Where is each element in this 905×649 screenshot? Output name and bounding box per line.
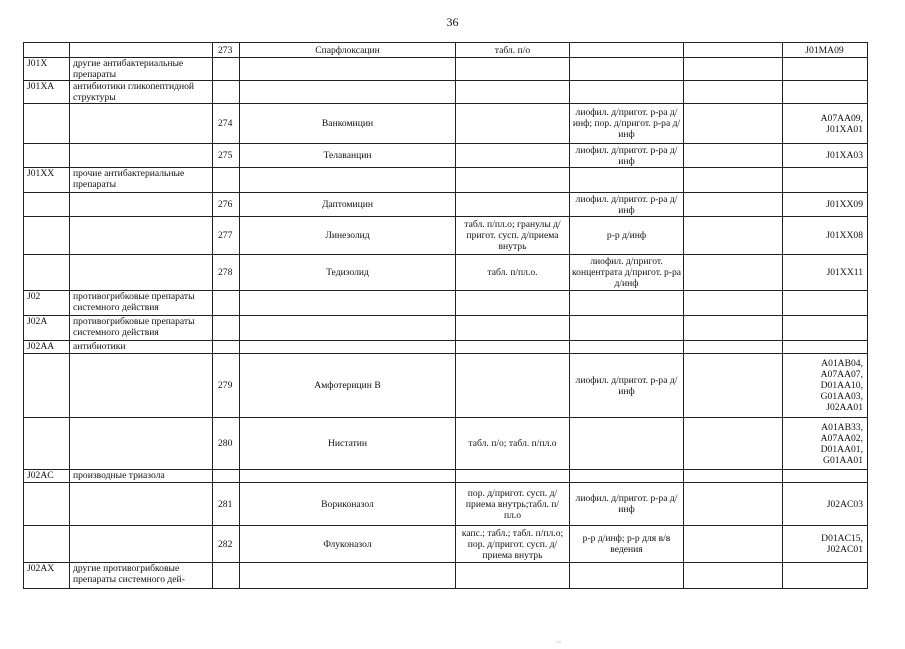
item-number: 277 [213,217,240,255]
dosage-form-injection [570,58,684,81]
item-number: 276 [213,193,240,217]
item-number [213,563,240,589]
atc-group-code: J01X [24,58,70,81]
dosage-form-oral [456,563,570,589]
group-description: противогрибковые препараты системного действия [70,316,213,341]
empty-cell [684,43,783,58]
item-number: 280 [213,418,240,470]
dosage-form-oral [456,316,570,341]
atc-group-code: J01XA [24,81,70,104]
table-row [24,418,868,470]
group-description [70,526,213,563]
table-row [24,217,868,255]
dosage-form-injection [570,418,684,470]
atc-code: J02AC01 [826,544,863,555]
empty-cell [684,217,783,255]
empty-cell [684,81,783,104]
scan-mark [556,631,566,635]
atc-codes [783,470,868,483]
atc-codes [783,104,868,144]
empty-cell [684,470,783,483]
table-row [24,193,868,217]
item-number [213,470,240,483]
dosage-form-oral [456,354,570,418]
atc-code: J01XA01 [826,123,863,135]
dosage-form-injection [570,168,684,193]
item-number: 282 [213,526,240,563]
item-number: 279 [213,354,240,418]
group-description [70,483,213,526]
drug-name: Спарфлоксацин [240,43,456,58]
atc-group-code: J02AC [24,470,70,483]
group-description [70,255,213,291]
group-description: противогрибковые препараты системного действия [70,291,213,316]
table-row [24,144,868,168]
drug-name: Флуконазол [240,526,456,563]
drug-name: Нистатин [240,418,456,470]
atc-group-code [24,354,70,418]
item-number: 273 [213,43,240,58]
drug-name: Амфотерицин В [240,354,456,418]
atc-code: J02AA01 [826,402,863,413]
empty-cell [684,341,783,354]
group-description: производные триазола [70,470,213,483]
empty-cell [684,168,783,193]
atc-codes [783,168,868,193]
dosage-form-injection: лиофил. д/пригот. р-ра д/инф [570,483,684,526]
atc-group-code: J02AX [24,563,70,589]
atc-codes [783,81,868,104]
item-number [213,168,240,193]
atc-codes [783,418,868,470]
group-description [70,144,213,168]
atc-codes [783,217,868,255]
dosage-form-oral: табл. п/о; табл. п/пл.о [456,418,570,470]
dosage-form-injection: р-р д/инф; р-р для в/в ведения [570,526,684,563]
table-row [24,255,868,291]
atc-code: A07AA09, [820,112,863,124]
dosage-form-oral [456,58,570,81]
atc-group-code: J02AA [24,341,70,354]
atc-codes [783,354,868,418]
item-number [213,58,240,81]
dosage-form-injection [570,316,684,341]
dosage-form-oral: табл. п/о [456,43,570,58]
group-description [70,193,213,217]
dosage-form-oral: пор. д/пригот. сусп. д/приема внутрь;табл. п/пл.о [456,483,570,526]
drug-name: Тедизолид [240,255,456,291]
atc-group-code [24,483,70,526]
dosage-form-injection: лиофил. д/пригот. р-ра д/инф [570,144,684,168]
dosage-form-oral [456,104,570,144]
dosage-form-oral: табл. п/пл.о; гранулы д/пригот. сусп. д/приема внутрь [456,217,570,255]
drug-name [240,341,456,354]
table-row [24,354,868,418]
table-row [24,483,868,526]
group-description [70,43,213,58]
dosage-form-oral [456,81,570,104]
drug-name: Ванкомицин [240,104,456,144]
dosage-form-injection: лиофил. д/пригот. р-ра д/инф [570,354,684,418]
empty-cell [684,418,783,470]
group-description [70,354,213,418]
drug-name [240,168,456,193]
dosage-form-injection [570,81,684,104]
atc-group-code: J01XX [24,168,70,193]
table-row [24,104,868,144]
empty-cell [684,316,783,341]
item-number: 275 [213,144,240,168]
atc-code: G01AA03, [820,391,863,402]
dosage-form-injection: лиофил. д/пригот. концентрата д/пригот. р-ра д/инф [570,255,684,291]
atc-codes [783,43,868,58]
dosage-form-oral [456,291,570,316]
atc-group-code [24,526,70,563]
group-description: другие противогрибковые препараты системного дей- [70,563,213,589]
item-number: 278 [213,255,240,291]
item-number [213,341,240,354]
atc-group-code [24,418,70,470]
dosage-form-injection [570,43,684,58]
atc-code: J02AC03 [826,498,863,510]
drug-name [240,316,456,341]
table-row [24,168,868,193]
table-body [24,43,868,589]
item-number: 281 [213,483,240,526]
atc-group-code [24,144,70,168]
atc-code: J01XX08 [826,230,863,241]
drug-table [23,42,868,589]
empty-cell [684,291,783,316]
group-description [70,217,213,255]
atc-code: D01AC15, [821,533,863,544]
item-number [213,81,240,104]
atc-codes [783,483,868,526]
atc-group-code [24,255,70,291]
table-row [24,316,868,341]
table-row [24,43,868,58]
atc-group-code [24,104,70,144]
drug-name: Вориконазол [240,483,456,526]
atc-code: J01XX09 [826,199,863,210]
page-number: 36 [446,15,459,29]
atc-codes [783,291,868,316]
table-row [24,341,868,354]
empty-cell [684,58,783,81]
atc-code: D01AA01, [820,443,863,455]
dosage-form-oral [456,341,570,354]
atc-codes [783,144,868,168]
table-row [24,526,868,563]
group-description: прочие антибактериальные препараты [70,168,213,193]
atc-codes [783,526,868,563]
drug-name [240,470,456,483]
drug-name [240,291,456,316]
empty-cell [684,144,783,168]
empty-cell [684,483,783,526]
group-description: антибиотики гликопептидной структуры [70,81,213,104]
dosage-form-injection: лиофил. д/пригот. р-ра д/инф; пор. д/пригот. р-ра д/инф [570,104,684,144]
atc-code: A07AA02, [820,432,863,444]
empty-cell [684,193,783,217]
atc-group-code: J02A [24,316,70,341]
table-row [24,470,868,483]
dosage-form-oral [456,470,570,483]
atc-code: A01AB04, [821,358,863,369]
atc-codes [783,255,868,291]
group-description: другие антибактериальные препараты [70,58,213,81]
empty-cell [684,255,783,291]
group-description: антибиотики [70,341,213,354]
drug-name: Телаванцин [240,144,456,168]
atc-codes [783,193,868,217]
atc-codes [783,341,868,354]
table-row [24,58,868,81]
empty-cell [684,104,783,144]
dosage-form-oral [456,193,570,217]
item-number: 274 [213,104,240,144]
dosage-form-injection [570,341,684,354]
drug-name [240,563,456,589]
empty-cell [684,354,783,418]
atc-code: A07AA07, [820,369,863,380]
atc-code: J01XX11 [826,267,863,278]
drug-name: Даптомицин [240,193,456,217]
empty-cell [684,563,783,589]
atc-group-code [24,217,70,255]
atc-codes [783,563,868,589]
drug-name: Линезолид [240,217,456,255]
group-description [70,104,213,144]
atc-code: A01AB33, [821,421,863,433]
item-number [213,291,240,316]
atc-code: J01XA03 [826,150,863,161]
atc-group-code: J02 [24,291,70,316]
dosage-form-oral [456,168,570,193]
drug-name [240,58,456,81]
atc-codes [783,316,868,341]
dosage-form-oral: табл. п/пл.о. [456,255,570,291]
table-row [24,563,868,589]
item-number [213,316,240,341]
empty-cell [684,526,783,563]
atc-code: J01MA09 [805,44,844,56]
table-row [24,291,868,316]
atc-code: D01AA10, [820,380,863,391]
atc-group-code [24,43,70,58]
table-row [24,81,868,104]
dosage-form-oral: капс.; табл.; табл. п/пл.о; пор. д/пригот. сусп. д/приема внутрь [456,526,570,563]
dosage-form-injection [570,563,684,589]
atc-codes [783,58,868,81]
dosage-form-injection: лиофил. д/пригот. р-ра д/инф [570,193,684,217]
group-description [70,418,213,470]
dosage-form-injection: р-р д/инф [570,217,684,255]
atc-code: G01AA01 [823,454,863,466]
atc-group-code [24,193,70,217]
dosage-form-injection [570,291,684,316]
drug-name [240,81,456,104]
dosage-form-oral [456,144,570,168]
dosage-form-injection [570,470,684,483]
